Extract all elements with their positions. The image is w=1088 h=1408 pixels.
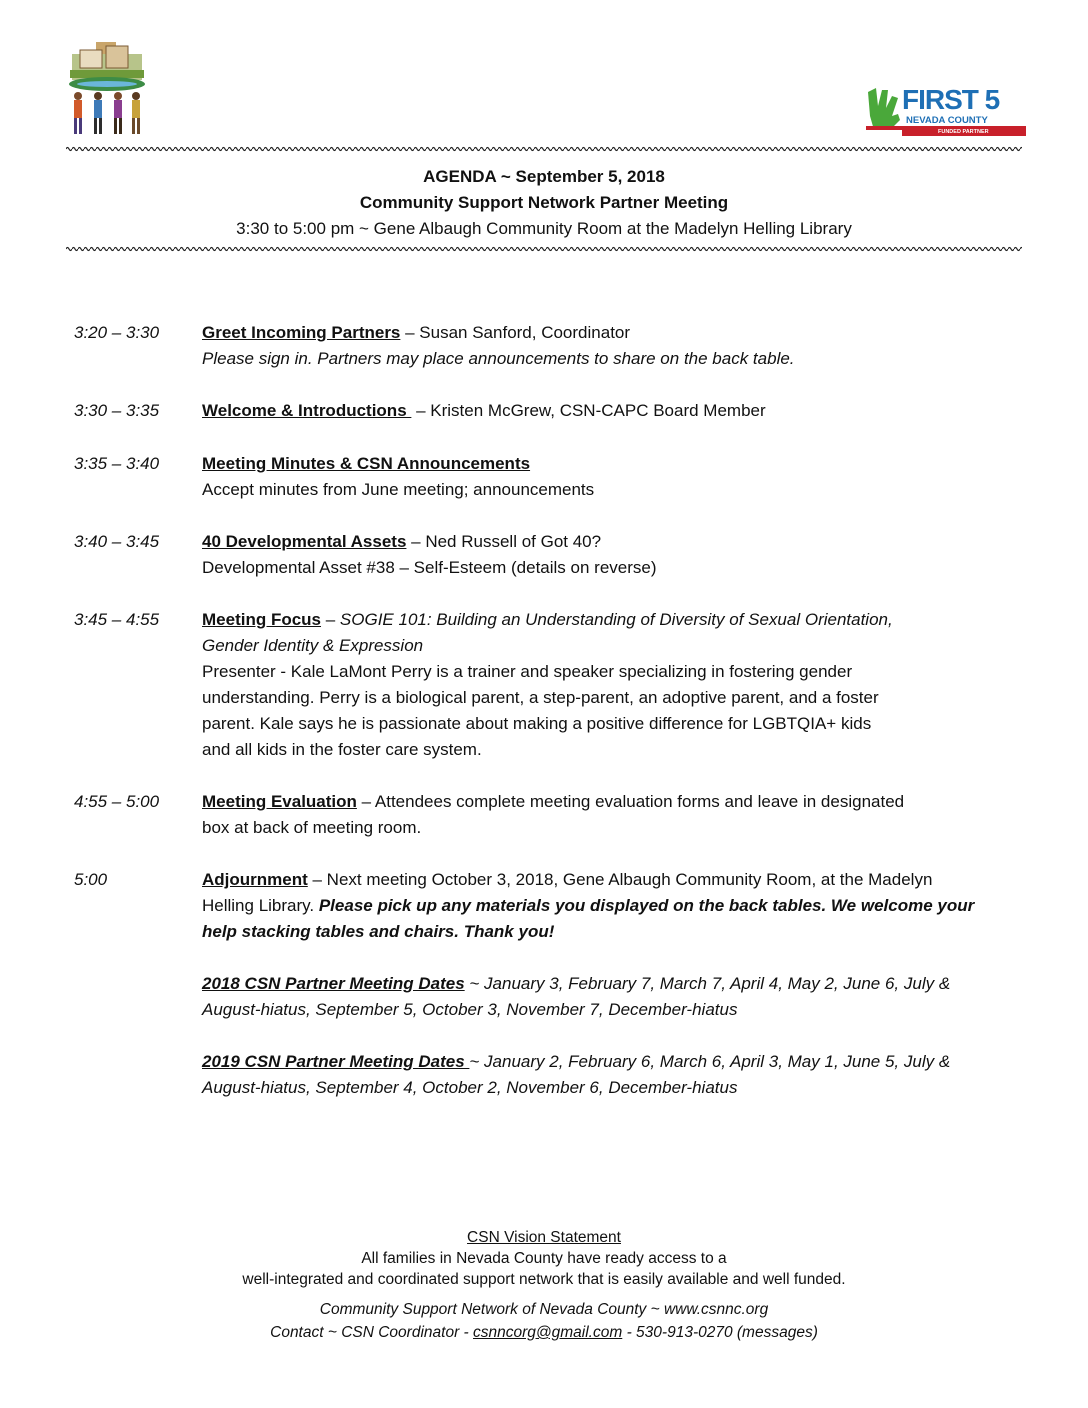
dates-2019-label: 2019 CSN Partner Meeting Dates [202,1052,470,1071]
agenda-item-detail: – Susan Sanford, Coordinator [400,323,631,342]
agenda-item-focus: SOGIE 101: Building an Understanding of Diversity of Sexual Orientation, Gender Identity & Expression [202,610,893,655]
agenda-time-4: 3:40 – 3:45 [74,532,160,551]
agenda-item-3 [202,451,992,503]
agenda-time-2: 3:30 – 3:35 [74,401,160,420]
agenda-item-title: Meeting Focus [202,610,322,629]
agenda-time-1: 3:20 – 3:30 [74,323,160,342]
contact-email-link[interactable]: csnncorg@gmail.com [473,1324,623,1341]
agenda-item-title: Welcome & Introductions [202,401,412,420]
divider-bottom [66,246,1022,252]
agenda-item-title: 40 Developmental Assets [202,532,407,551]
agenda-time-3: 3:35 – 3:40 [74,454,160,473]
community-logo [66,40,148,138]
agenda-item-title: Greet Incoming Partners [202,323,401,342]
contact-phone: - 530-913-0270 (messages) [622,1324,818,1341]
vision-line-1: All families in Nevada County have ready access to a [361,1250,727,1267]
dates-2019 [202,1049,977,1101]
agenda-item-2 [202,398,992,424]
agenda-item-1 [202,320,992,372]
first5-logo-subtitle: NEVADA COUNTY [906,115,988,126]
meeting-time-location: 3:30 to 5:00 pm ~ Gene Albaugh Community Room at the Madelyn Helling Library [236,219,852,238]
agenda-item-note: Developmental Asset #38 – Self-Esteem (details on reverse) [202,558,657,577]
org-line: Community Support Network of Nevada County ~ www.csnnc.org [319,1301,769,1318]
agenda-title: AGENDA ~ September 5, 2018 [423,167,665,186]
dates-2019-list: ~ January 2, February 6, March 6, April 3, May 1, June 5, July & August-hiatus, September 4, October 2, November 6, December-hiatus [202,1052,951,1097]
agenda-item-detail: – Kristen McGrew, CSN-CAPC Board Member [411,401,766,420]
agenda-item-title: Meeting Evaluation [202,792,357,811]
agenda-time-7: 5:00 [74,870,108,889]
agenda-time-5: 3:45 – 4:55 [74,610,160,629]
agenda-item-dash: – [321,610,340,629]
agenda-item-title: Adjournment [202,870,308,889]
agenda-time-6: 4:55 – 5:00 [74,792,160,811]
divider-top [66,146,1022,152]
contact-prefix: Contact ~ CSN Coordinator - [270,1324,474,1341]
vision-line-2: well-integrated and coordinated support network that is easily available and well funded. [242,1271,846,1288]
agenda-item-detail: – Next meeting October 3, 2018, Gene Albaugh Community Room, at the Madelyn Helling Library. [202,870,933,915]
first5-logo [866,86,1026,136]
agenda-item-5 [202,607,902,763]
agenda-item-detail: Accept minutes from June meeting; announcements [202,480,595,499]
agenda-item-title: Meeting Minutes & CSN Announcements [202,454,531,473]
meeting-name: Community Support Network Partner Meeting [359,193,729,212]
agenda-item-6 [202,789,922,841]
agenda-item-note: Please sign in. Partners may place announcements to share on the back table. [202,349,795,368]
vision-title: CSN Vision Statement [467,1229,621,1246]
contact-line [0,1322,1088,1343]
agenda-item-detail: – Attendees complete meeting evaluation forms and leave in designated box at back of meeting room. [202,792,905,837]
agenda-item-bold-note: Please pick up any materials you displayed on the back tables. We welcome your help stacking tables and chairs. Thank you! [202,896,975,941]
agenda-item-7 [202,867,977,945]
first5-logo-tagline: FUNDED PARTNER [938,129,989,135]
agenda-item-body: Presenter - Kale LaMont Perry is a trainer and speaker specializing in fostering gender understanding. Perry is a biological parent, a step-parent, an adoptive parent, and a foster parent. Kale says he is passionate about making a positive difference for LGBTQIA+ kids and all kids in the foster care system. [202,662,879,759]
dates-2018-list: ~ January 3, February 7, March 7, April 4, May 2, June 6, July & August-hiatus, September 5, October 3, November 7, December-hiatus [202,974,951,1019]
first5-logo-title: FIRST 5 [902,84,1000,115]
dates-2018-label: 2018 CSN Partner Meeting Dates [202,974,465,993]
dates-2018 [202,971,977,1023]
agenda-item-4 [202,529,992,581]
agenda-item-detail: – Ned Russell of Got 40? [406,532,602,551]
